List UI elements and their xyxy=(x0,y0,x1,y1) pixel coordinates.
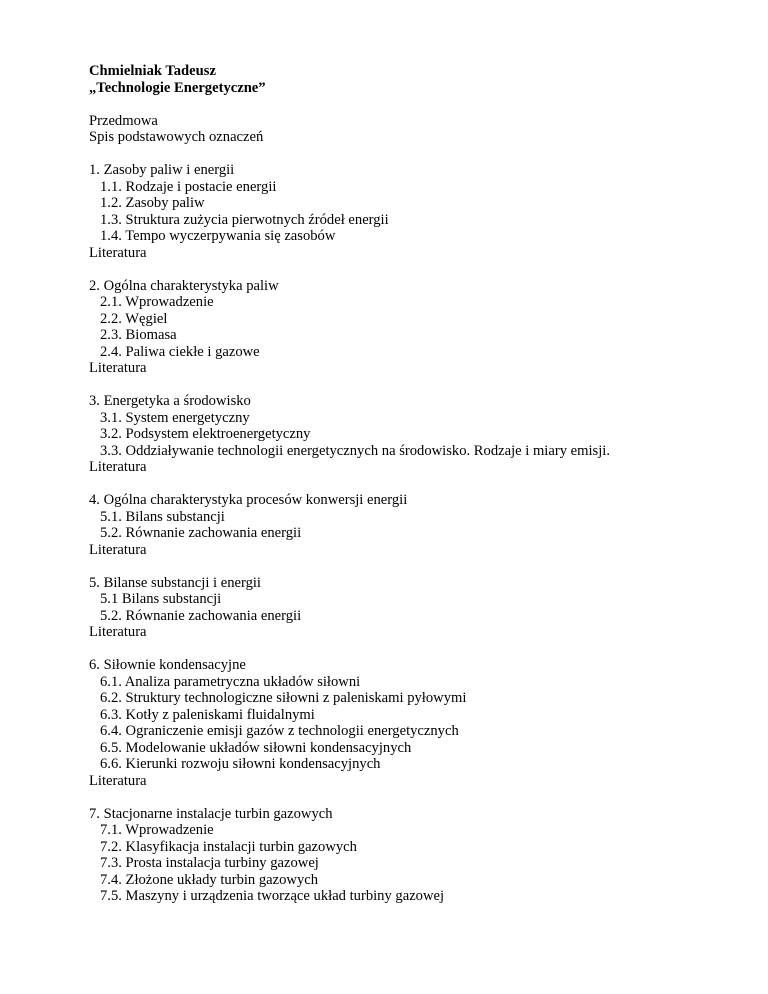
section-item: 1.2. Zasoby paliw xyxy=(100,195,205,211)
section-item: 7.3. Prosta instalacja turbiny gazowej xyxy=(100,855,319,871)
section-item: 2.3. Biomasa xyxy=(100,327,177,343)
spacer xyxy=(89,558,729,575)
chapter-literature: Literatura xyxy=(89,624,147,640)
section-item: 6.4. Ograniczenie emisji gazów z technologii energetycznych xyxy=(100,723,459,739)
toc-chapter xyxy=(89,162,729,261)
section-item: 7.5. Maszyny i urządzenia tworzące układ turbiny gazowej xyxy=(100,888,445,904)
section-item: 5.2. Równanie zachowania energii xyxy=(100,607,302,624)
spacer xyxy=(89,146,729,163)
section-item: 1.3. Struktura zużycia pierwotnych źródeł energii xyxy=(100,211,389,228)
section-item: 5.1 Bilans substancji xyxy=(100,591,222,607)
chapter-literature: Literatura xyxy=(89,541,147,558)
section-item: 1.1. Rodzaje i postacie energii xyxy=(100,178,277,195)
chapter-title: 5. Bilanse substancji i energii xyxy=(89,574,261,591)
chapter-title: 4. Ogólna charakterystyka procesów konwersji energii xyxy=(89,492,408,508)
section-item: 7.1. Wprowadzenie xyxy=(100,822,214,838)
section-item: 6.6. Kierunki rozwoju siłowni kondensacyjnych xyxy=(100,756,381,772)
section-item: 1.4. Tempo wyczerpywania się zasobów xyxy=(100,228,336,244)
section-item: 6.3. Kotły z paleniskami fluidalnymi xyxy=(100,706,315,723)
spacer xyxy=(89,377,729,394)
chapter-title: 3. Energetyka a środowisko xyxy=(89,393,251,409)
section-item: 7.2. Klasyfikacja instalacji turbin gazowych xyxy=(100,838,357,855)
toc-chapter xyxy=(89,575,729,641)
section-item: 2.2. Węgiel xyxy=(100,310,168,327)
section-item: 3.3. Oddziaływanie technologii energetycznych na środowisko. Rodzaje i miary emisji. xyxy=(100,442,610,459)
section-item: 7.4. Złożone układy turbin gazowych xyxy=(100,871,319,888)
spacer xyxy=(89,96,729,113)
toc-chapter xyxy=(89,657,729,789)
front-matter-preface: Przedmowa xyxy=(89,112,158,129)
document-page xyxy=(89,63,729,905)
section-item: 6.5. Modelowanie układów siłowni kondensacyjnych xyxy=(100,739,412,756)
spacer xyxy=(89,476,729,493)
spacer xyxy=(89,261,729,278)
chapter-title: 7. Stacjonarne instalacje turbin gazowych xyxy=(89,805,333,822)
chapter-literature: Literatura xyxy=(89,459,147,475)
section-item: 6.1. Analiza parametryczna układów siłowni xyxy=(100,673,361,690)
author-name: Chmielniak Tadeusz xyxy=(89,63,216,79)
toc-chapter xyxy=(89,492,729,558)
section-item: 3.1. System energetyczny xyxy=(100,409,250,426)
toc-chapter xyxy=(89,806,729,905)
chapter-literature: Literatura xyxy=(89,244,147,261)
table-of-contents xyxy=(89,162,729,905)
chapter-literature: Literatura xyxy=(89,772,147,789)
section-item: 5.2. Równanie zachowania energii xyxy=(100,525,302,541)
spacer xyxy=(89,641,729,658)
section-item: 2.4. Paliwa ciekłe i gazowe xyxy=(100,343,260,360)
section-item: 2.1. Wprowadzenie xyxy=(100,294,214,310)
section-item: 5.1. Bilans substancji xyxy=(100,508,225,525)
spacer xyxy=(89,789,729,806)
front-matter-symbols: Spis podstawowych oznaczeń xyxy=(89,129,264,145)
chapter-title: 2. Ogólna charakterystyka paliw xyxy=(89,277,279,294)
chapter-title: 6. Siłownie kondensacyjne xyxy=(89,657,246,673)
section-item: 3.2. Podsystem elektroenergetyczny xyxy=(100,426,311,442)
section-item: 6.2. Struktury technologiczne siłowni z paleniskami pyłowymi xyxy=(100,690,467,706)
toc-chapter xyxy=(89,278,729,377)
book-title: „Technologie Energetyczne” xyxy=(89,79,266,96)
toc-chapter xyxy=(89,393,729,476)
chapter-title: 1. Zasoby paliw i energii xyxy=(89,162,235,178)
chapter-literature: Literatura xyxy=(89,360,147,376)
